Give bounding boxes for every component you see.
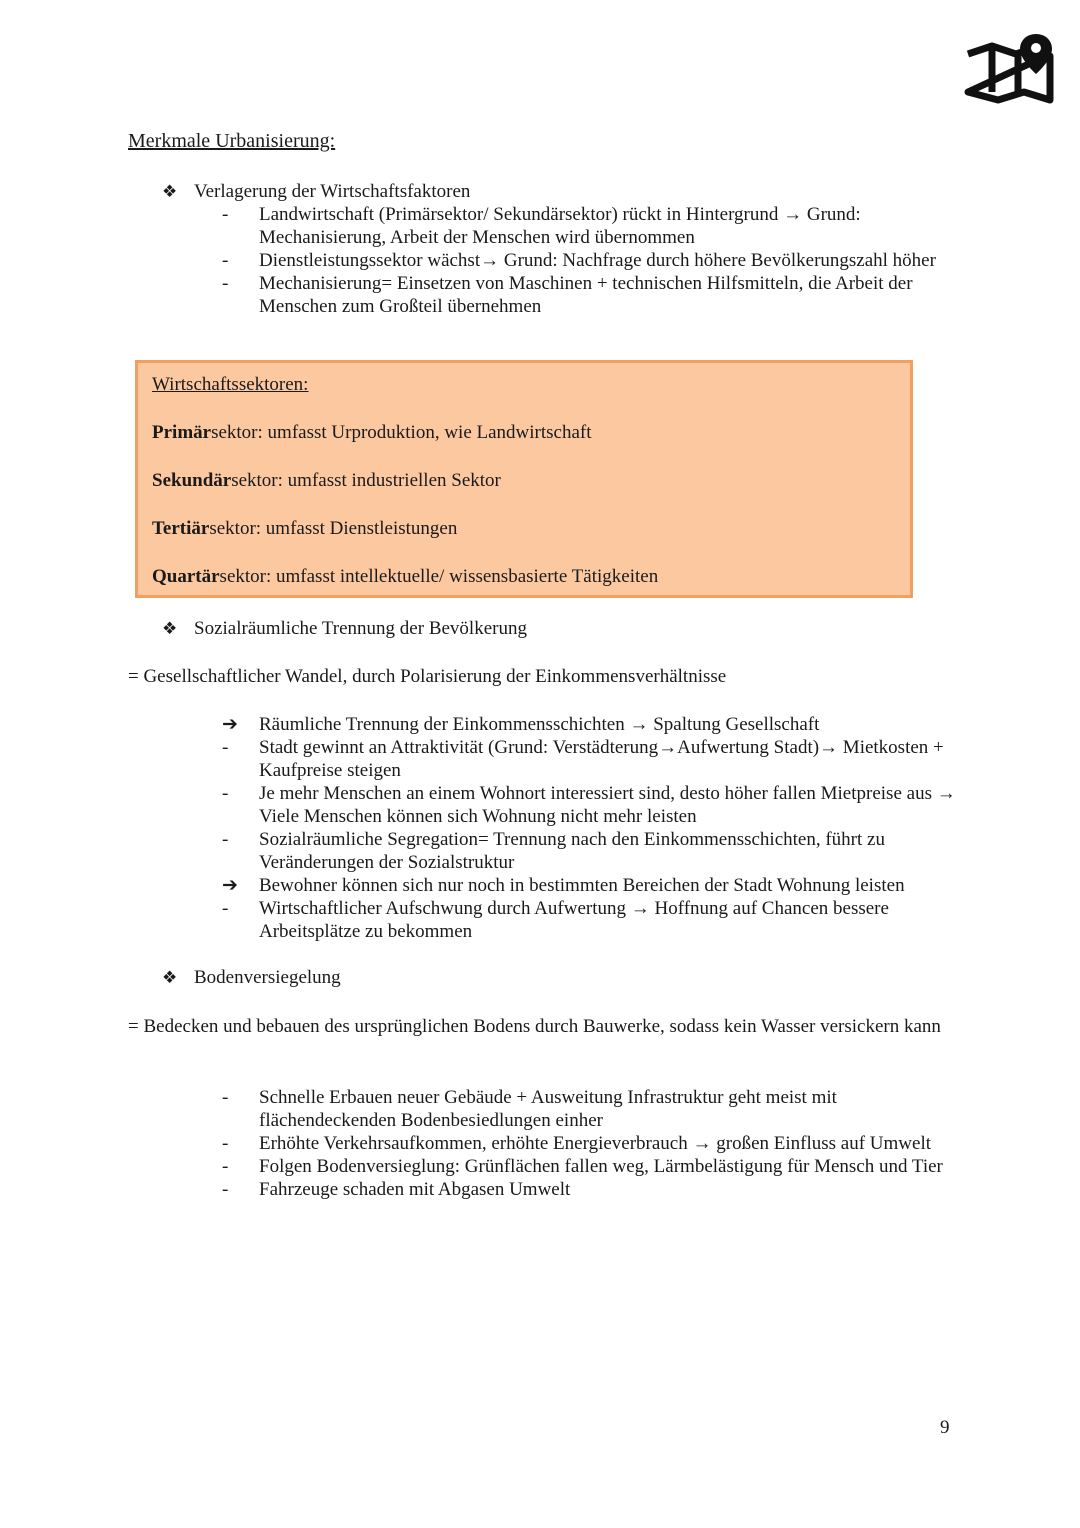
sector-desc: sektor: umfasst industriellen Sektor (231, 470, 501, 491)
item-text: Je mehr Menschen an einem Wohnort interessiert sind, desto höher fallen Mietpreise aus → Viele Menschen können sich Wohnung nicht mehr leisten (259, 783, 956, 827)
map-pin-icon (962, 30, 1056, 106)
item-text: Bewohner können sich nur noch in bestimmten Bereichen der Stadt Wohnung leisten (259, 875, 905, 896)
definition-text: = Gesellschaftlicher Wandel, durch Polarisierung der Einkommensverhältnisse (128, 666, 727, 687)
item-text: Mechanisierung= Einsetzen von Maschinen + technischen Hilfsmitteln, die Arbeit der Menschen zum Großteil übernehmen (259, 273, 913, 317)
list-item (222, 1155, 962, 1178)
item-text: Landwirtschaft (Primärsektor/ Sekundärsektor) rückt in Hintergrund → Grund: Mechanisierung, Arbeit der Menschen wird übernommen (259, 204, 861, 248)
list-item (222, 874, 962, 897)
sector-row (152, 421, 592, 444)
section-title: Bodenversiegelung (194, 967, 341, 988)
list-item (222, 828, 962, 874)
page-heading: Merkmale Urbanisierung: (128, 130, 336, 152)
sector-name: Primär (152, 422, 212, 443)
item-marker: ➔ (222, 875, 238, 896)
section-bullet-sozialraeumlich (162, 617, 527, 640)
diamond-bullet-icon: ❖ (162, 619, 178, 638)
sector-desc: sektor: umfasst Urproduktion, wie Landwirtschaft (211, 422, 592, 443)
diamond-bullet-icon: ❖ (162, 968, 178, 987)
item-marker: - (222, 1087, 229, 1108)
item-marker: - (222, 1133, 229, 1154)
sector-name: Quartär (152, 566, 220, 587)
section-bullet-bodenversiegelung (162, 966, 341, 989)
item-text: Wirtschaftlicher Aufschwung durch Aufwertung → Hoffnung auf Chancen bessere Arbeitsplätze zu bekommen (259, 898, 889, 942)
sector-row (152, 469, 501, 492)
list-item (222, 272, 962, 318)
item-text: Stadt gewinnt an Attraktivität (Grund: Verstädterung→Aufwertung Stadt)→ Mietkosten + Kaufpreise steigen (259, 737, 944, 781)
item-marker: - (222, 783, 229, 804)
list-item (222, 203, 962, 249)
diamond-bullet-icon: ❖ (162, 182, 178, 201)
page-number: 9 (940, 1417, 950, 1438)
item-marker: - (222, 273, 229, 294)
sectors-info-box (135, 360, 913, 598)
item-text: Erhöhte Verkehrsaufkommen, erhöhte Energieverbrauch → großen Einfluss auf Umwelt (259, 1133, 932, 1154)
section-bullet-wirtschaftsfaktoren (162, 180, 470, 203)
list-bodenversiegelung (222, 1086, 962, 1201)
item-text: Sozialräumliche Segregation= Trennung nach den Einkommensschichten, führt zu Veränderungen der Sozialstruktur (259, 829, 885, 873)
list-item (222, 1178, 962, 1201)
box-title: Wirtschaftssektoren: (152, 374, 309, 395)
item-marker: - (222, 1156, 229, 1177)
list-item (222, 897, 962, 943)
list-item (222, 1132, 962, 1155)
sector-desc: sektor: umfasst intellektuelle/ wissensbasierte Tätigkeiten (219, 566, 659, 587)
list-item (222, 249, 962, 272)
item-text: Folgen Bodenversieglung: Grünflächen fallen weg, Lärmbelästigung für Mensch und Tier (259, 1156, 943, 1177)
item-text: Fahrzeuge schaden mit Abgasen Umwelt (259, 1179, 571, 1200)
list-wirtschaftsfaktoren (222, 203, 962, 318)
list-sozialraeumlich (222, 713, 962, 943)
item-marker: - (222, 737, 229, 758)
item-marker: - (222, 1179, 229, 1200)
item-text: Schnelle Erbauen neuer Gebäude + Ausweitung Infrastruktur geht meist mit flächendeckenden Bodenbesiedlungen einher (259, 1087, 837, 1131)
item-marker: - (222, 250, 229, 271)
list-item (222, 1086, 962, 1132)
section-title: Verlagerung der Wirtschaftsfaktoren (194, 181, 471, 202)
item-marker: - (222, 204, 229, 225)
item-text: Dienstleistungssektor wächst→ Grund: Nachfrage durch höhere Bevölkerungszahl höher (259, 250, 936, 271)
section-title: Sozialräumliche Trennung der Bevölkerung (194, 618, 527, 639)
item-text: Räumliche Trennung der Einkommensschichten → Spaltung Gesellschaft (259, 714, 820, 735)
list-item (222, 782, 962, 828)
sector-name: Sekundär (152, 470, 232, 491)
sector-row (152, 517, 457, 540)
item-marker: - (222, 898, 229, 919)
sector-name: Tertiär (152, 518, 210, 539)
item-marker: - (222, 829, 229, 850)
item-marker: ➔ (222, 714, 238, 735)
list-item (222, 736, 962, 782)
list-item (222, 713, 962, 736)
definition-text: = Bedecken und bebauen des ursprünglichen Bodens durch Bauwerke, sodass kein Wasser versickern kann (128, 1016, 941, 1037)
sector-row (152, 565, 658, 588)
sector-desc: sektor: umfasst Dienstleistungen (209, 518, 458, 539)
